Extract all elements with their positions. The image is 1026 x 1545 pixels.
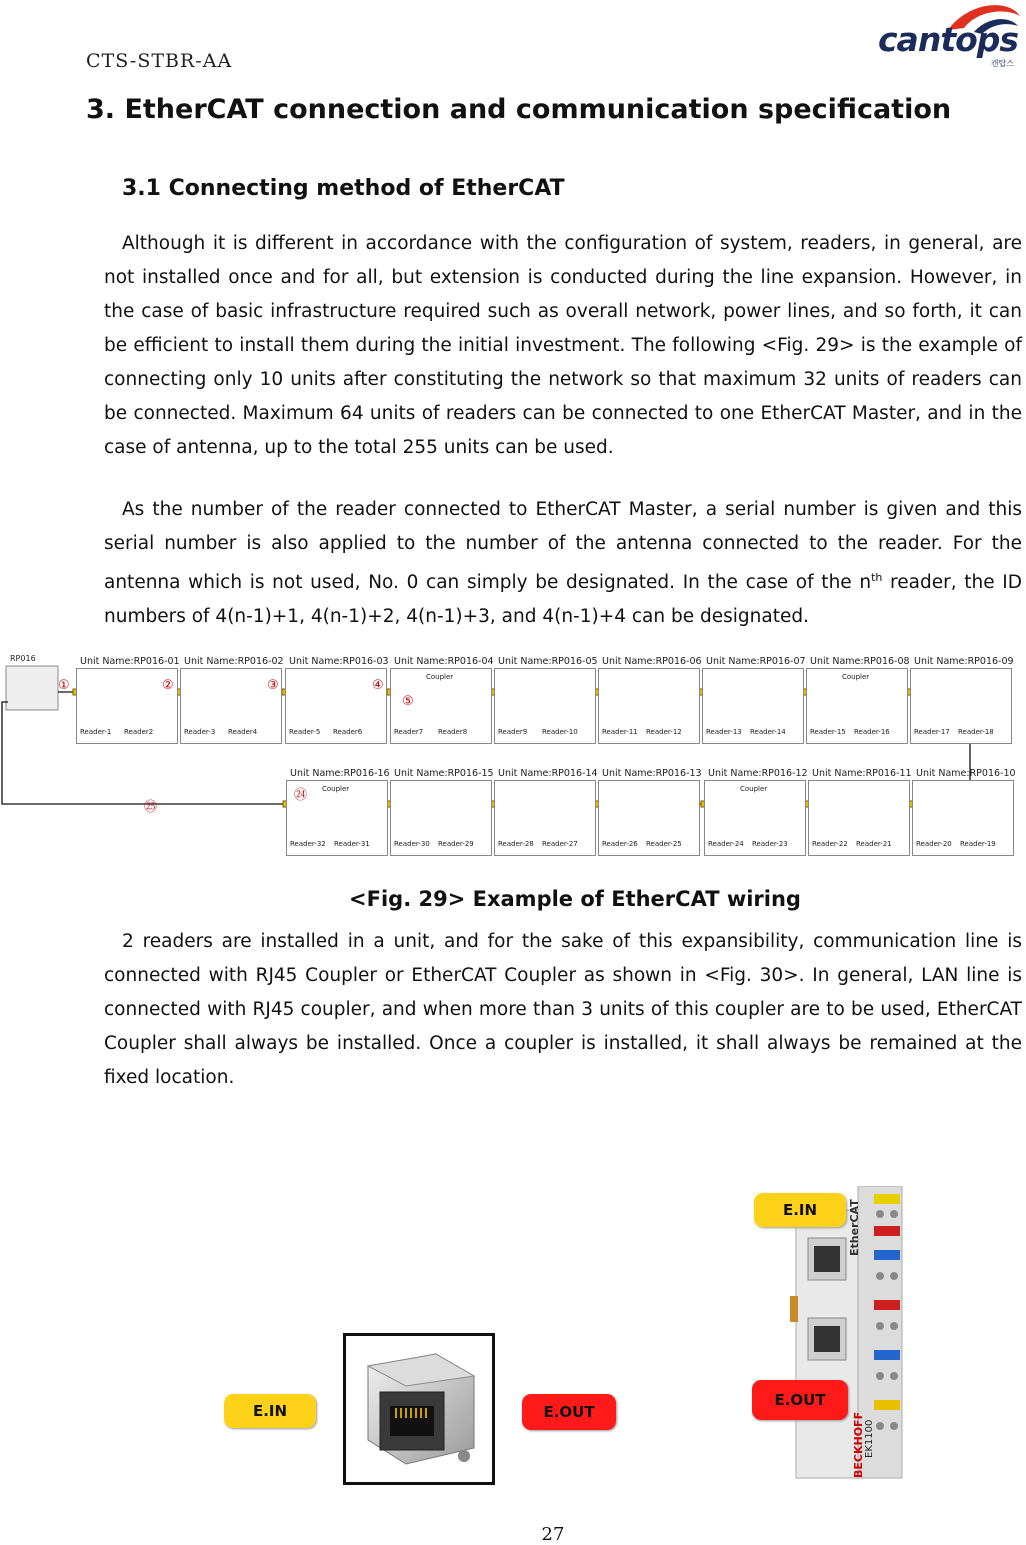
paragraph-2-text-a: As the number of the reader connected to EtherCAT Master, a serial number is given and this serial number is also applied to the number of the antenna connected to the reader. For the antenna which is not used, No. 0 can simply be designated. In the case of the n: [104, 499, 1022, 594]
unit-title-bot-5: Unit Name:RP016-11: [812, 768, 912, 779]
figure-29-wiring-diagram: [0, 650, 1026, 860]
unit-title-bot-0: Unit Name:RP016-16: [290, 768, 390, 779]
reader-label-bot-1-0: Reader-30: [394, 840, 430, 848]
wire-marker-3: ④: [372, 678, 384, 693]
ek1100-eout-badge: E.OUT: [752, 1380, 848, 1420]
unit-title-top-6: Unit Name:RP016-07: [706, 656, 806, 667]
reader-label-bot-2-1: Reader-27: [542, 840, 578, 848]
wire-marker-0: ①: [58, 678, 70, 693]
reader-label-bot-1-1: Reader-29: [438, 840, 474, 848]
wire-marker-1: ②: [162, 678, 174, 693]
cantops-logo: [878, 2, 1026, 72]
reader-label-top-6-1: Reader-14: [750, 728, 786, 736]
ek1100-model-label: EK1100: [864, 1419, 875, 1458]
reader-label-bot-0-0: Reader-32: [290, 840, 326, 848]
reader-label-bot-5-1: Reader-21: [856, 840, 892, 848]
chapter-title: 3. EtherCAT connection and communication specification: [86, 94, 952, 125]
reader-label-bot-4-1: Reader-23: [752, 840, 788, 848]
coupler-label-bot-0: Coupler: [322, 785, 350, 793]
reader-label-bot-6-0: Reader-20: [916, 840, 952, 848]
unit-title-bot-2: Unit Name:RP016-14: [498, 768, 598, 779]
wire-marker-25: ㉕: [144, 800, 158, 815]
figure-29-caption: <Fig. 29> Example of EtherCAT wiring: [349, 887, 801, 911]
wire-marker-24: ㉔: [294, 788, 308, 803]
reader-label-top-8-0: Reader-17: [914, 728, 950, 736]
rj45-jack-icon: [346, 1336, 492, 1482]
unit-title-top-2: Unit Name:RP016-03: [289, 656, 389, 667]
wire-marker-2: ③: [267, 678, 279, 693]
reader-label-top-3-1: Reader8: [438, 728, 468, 736]
coupler-label-bot-4: Coupler: [740, 785, 768, 793]
unit-title-top-4: Unit Name:RP016-05: [498, 656, 598, 667]
ek1100-coupler-image: [788, 1186, 910, 1482]
unit-title-top-5: Unit Name:RP016-06: [602, 656, 702, 667]
page-number: 27: [541, 1524, 565, 1545]
reader-label-bot-3-0: Reader-26: [602, 840, 638, 848]
rj45-eout-badge: E.OUT: [522, 1394, 616, 1430]
reader-label-top-4-0: Reader9: [498, 728, 528, 736]
ek1100-brand-label: BECKHOFF: [852, 1411, 865, 1478]
rj45-ein-badge: E.IN: [224, 1394, 316, 1428]
superscript-th: th: [871, 571, 883, 584]
ek1100-ein-badge: E.IN: [754, 1193, 846, 1227]
reader-label-top-7-1: Reader-16: [854, 728, 890, 736]
reader-label-bot-4-0: Reader-24: [708, 840, 744, 848]
reader-label-top-2-0: Reader-5: [289, 728, 321, 736]
reader-label-top-3-0: Reader7: [394, 728, 424, 736]
master-label: RP016: [10, 654, 36, 663]
reader-label-top-5-0: Reader-11: [602, 728, 638, 736]
unit-title-top-1: Unit Name:RP016-02: [184, 656, 284, 667]
reader-label-top-1-0: Reader-3: [184, 728, 216, 736]
unit-title-bot-3: Unit Name:RP016-13: [602, 768, 702, 779]
reader-label-bot-0-1: Reader-31: [334, 840, 370, 848]
unit-title-top-7: Unit Name:RP016-08: [810, 656, 910, 667]
reader-label-bot-5-0: Reader-22: [812, 840, 848, 848]
paragraph-2-text-b: reader, the ID numbers of 4(n-1)+1, 4(n-1)+2, 4(n-1)+3, and 4(n-1)+4 can be designated.: [104, 572, 1022, 628]
paragraph-2: [104, 493, 1022, 634]
wire-marker-5: ⑤: [402, 694, 414, 709]
logo-text: cantops: [878, 20, 1019, 59]
ek1100-ethercat-label: EtherCAT: [848, 1199, 861, 1256]
logo-subtext: 캔탑스: [990, 59, 1014, 68]
reader-label-top-5-1: Reader-12: [646, 728, 682, 736]
reader-label-top-6-0: Reader-13: [706, 728, 742, 736]
unit-title-bot-4: Unit Name:RP016-12: [708, 768, 808, 779]
master-device-icon: [6, 666, 58, 710]
unit-title-top-8: Unit Name:RP016-09: [914, 656, 1014, 667]
reader-label-top-0-0: Reader-1: [80, 728, 112, 736]
unit-title-bot-6: Unit Name:RP016-10: [916, 768, 1016, 779]
reader-label-top-4-1: Reader-10: [542, 728, 578, 736]
paragraph-1: Although it is different in accordance with the configuration of system, readers, in general, are not installed once and for all, but extension is conducted during the line expansion. However, in the case of basic infrastructure required such as overall network, power lines, and so forth, it can be efficient to install them during the initial investment. The following <Fig. 29> is the example of connecting only 10 units after constituting the network so that maximum 32 units of readers can be connected. Maximum 64 units of readers can be connected to one EtherCAT Master, and in the case of antenna, up to the total 255 units can be used.: [104, 233, 1022, 458]
coupler-label-top-3: Coupler: [426, 673, 454, 681]
reader-label-bot-6-1: Reader-19: [960, 840, 996, 848]
reader-label-bot-3-1: Reader-25: [646, 840, 682, 848]
unit-title-bot-1: Unit Name:RP016-15: [394, 768, 494, 779]
reader-label-top-0-1: Reader2: [124, 728, 154, 736]
reader-label-top-2-1: Reader6: [333, 728, 363, 736]
reader-label-bot-2-0: Reader-28: [498, 840, 534, 848]
unit-title-top-0: Unit Name:RP016-01: [80, 656, 180, 667]
reader-label-top-1-1: Reader4: [228, 728, 258, 736]
unit-title-top-3: Unit Name:RP016-04: [394, 656, 494, 667]
coupler-label-top-7: Coupler: [842, 673, 870, 681]
section-title: 3.1 Connecting method of EtherCAT: [122, 176, 565, 201]
paragraph-3: 2 readers are installed in a unit, and for the sake of this expansibility, communication line is connected with RJ45 Coupler or EtherCAT Coupler as shown in <Fig. 30>. In general, LAN line is connected with RJ45 coupler, and when more than 3 units of this coupler are to be used, EtherCAT Coupler shall always be installed. Once a coupler is installed, it shall always be remained at the fixed location.: [104, 931, 1022, 1088]
reader-label-top-7-0: Reader-15: [810, 728, 846, 736]
rj45-coupler-image: [343, 1333, 495, 1485]
reader-label-top-8-1: Reader-18: [958, 728, 994, 736]
doc-code: CTS-STBR-AA: [86, 50, 233, 72]
